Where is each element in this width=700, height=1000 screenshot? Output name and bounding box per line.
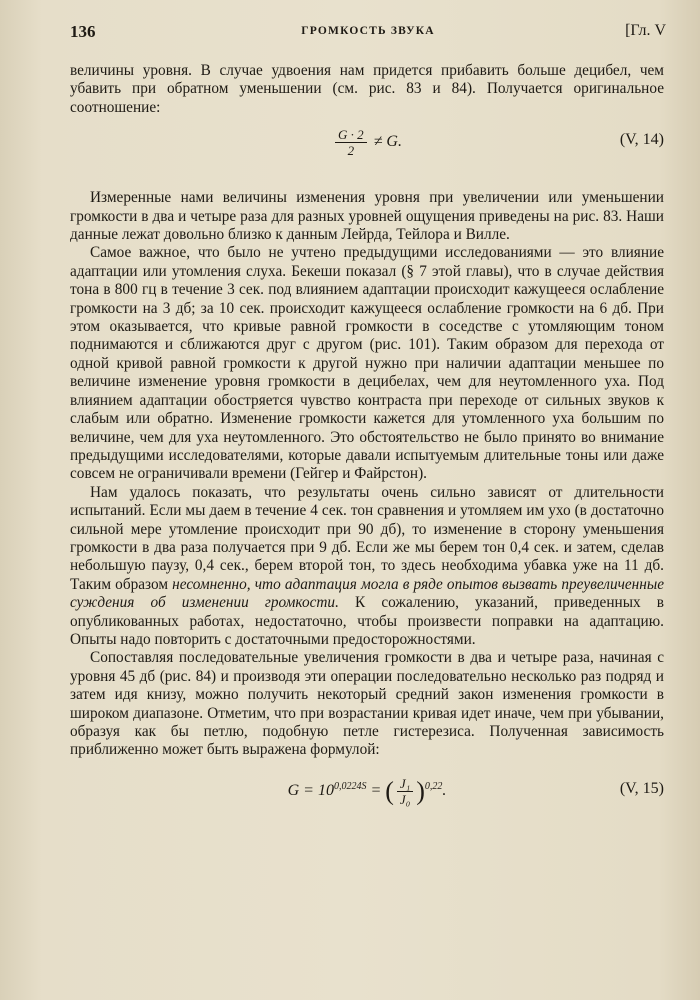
page-header bbox=[70, 22, 666, 48]
formula-v15-dot: . bbox=[442, 781, 447, 799]
formula-v15-equals: = bbox=[370, 781, 382, 799]
paragraph-4-italic: несомненно, что адаптация могла в ряде опытов вызвать преувеличенные суждения об изменении громкости. bbox=[70, 575, 664, 612]
formula-v15-frac-denominator: J₀ bbox=[399, 791, 411, 807]
formula-v14-expression bbox=[70, 127, 664, 158]
paragraph-3: Самое важное, что было не учтено предыдущими исследованиями — это влияние адаптации или утомления слуха. Бекеши показал (§ 7 этой главы), что в случае действия тона в 800 гц в течение 3 сек. под влиянием адаптации происходит кажущееся ослабление громкости на 3 дб; за 10 сек. происходит кажущееся ослабление громкости на 6 дб. При этом оказывается, что кривые равной громкости в соседстве с утомляющим тоном поднимаются и сближаются друг с другом (рис. 101). Таким образом для перехода от одной кривой равной громкости к другой нужно при наличии адаптации меньшее по величине изменение уровня громкости в децибелах, чем для неутомленного уха. Под влиянием адаптации обостряется чувство контраста при переходе от сильных звуков к слабым или обратно. Изменение громкости кажется для утомленного уха большим по величине, чем для уха неутомленного. Это обстоятельство не было принято во внимание предыдущими исследователями, которые давали испытуемым длительные тоны или даже совсем не ограничивали времени (Гейгер и Файрстон). bbox=[70, 244, 664, 483]
formula-v15-fraction bbox=[397, 776, 413, 807]
formula-v15-number: (V, 15) bbox=[619, 779, 664, 797]
page-body bbox=[70, 62, 664, 818]
formula-v15-exponent: 0,0224S bbox=[333, 780, 367, 792]
formula-v15-expression bbox=[70, 776, 664, 807]
formula-v14 bbox=[70, 117, 664, 167]
page-number: 136 bbox=[70, 22, 96, 41]
formula-v15-lhs: G = 10 bbox=[287, 781, 334, 799]
paragraph-4-tail: К сожалению, указаний, приведенных в опубликованных работах, недостаточно, чтобы произвести поправки на адаптацию. Опыты надо повторить с достаточными предосторожностями. bbox=[70, 594, 664, 648]
formula-v14-numerator: G · 2 bbox=[335, 127, 367, 143]
formula-v14-denominator: 2 bbox=[347, 143, 355, 159]
paragraph-1: величины уровня. В случае удвоения нам придется прибавить больше децибел, чем убавить при обратном уменьшении (см. рис. 83 и 84). Получается оригинальное соотношение: bbox=[70, 62, 664, 116]
paragraph-2: Измеренные нами величины изменения уровня при увеличении или уменьшении громкости в два и четыре раза для разных уровней ощущения приведены на рис. 83. Наши данные лежат довольно близко к данным Лейрда, Тейлора и Вилле. bbox=[70, 189, 664, 244]
formula-v15-left-paren: ( bbox=[385, 776, 394, 806]
formula-v15-frac-numerator: J₁ bbox=[397, 776, 413, 792]
chapter-marker: [Гл. V bbox=[625, 22, 666, 39]
formula-v15-right-paren: ) bbox=[416, 776, 425, 806]
formula-v14-rest: ≠ G. bbox=[373, 133, 402, 151]
paragraph-4-text: Нам удалось показать, что результаты очень сильно зависят от длительности испытаний. Если мы даем в течение 4 сек. тон сравнения и утомляем им ухо (в достаточно сильной мере утомление происходит при 90 дб), то изменение в сторону уменьшения громкости в два раза получается при 9 дб. Если же мы берем тон 0,4 сек. и затем, сделав небольшую паузу, 0,4 сек., берем второй тон, то здесь необходима убавка уже на 11 дб. Таким образом bbox=[70, 483, 664, 593]
paragraph-4 bbox=[70, 484, 664, 650]
spacer bbox=[70, 167, 664, 189]
formula-v15 bbox=[70, 760, 664, 818]
paragraph-5: Сопоставляя последовательные увеличения громкости в два и четыре раза, начиная с уровня 45 дб (рис. 84) и производя эти операции последовательно несколько раз подряд и затем идя книзу, можно получить некоторый средний закон изменения громкости в широком диапазоне. Отметим, что при возрастании кривая идет иначе, чем при убывании, образуя как бы петлю, подобную петле гистерезиса. Полученная зависимость приближенно может быть выражена формулой: bbox=[70, 649, 664, 759]
formula-v14-fraction bbox=[335, 127, 367, 158]
running-title: ГРОМКОСТЬ ЗВУКА bbox=[301, 25, 435, 37]
formula-v15-power: 0,22 bbox=[424, 780, 443, 792]
formula-v14-number: (V, 14) bbox=[619, 131, 664, 149]
